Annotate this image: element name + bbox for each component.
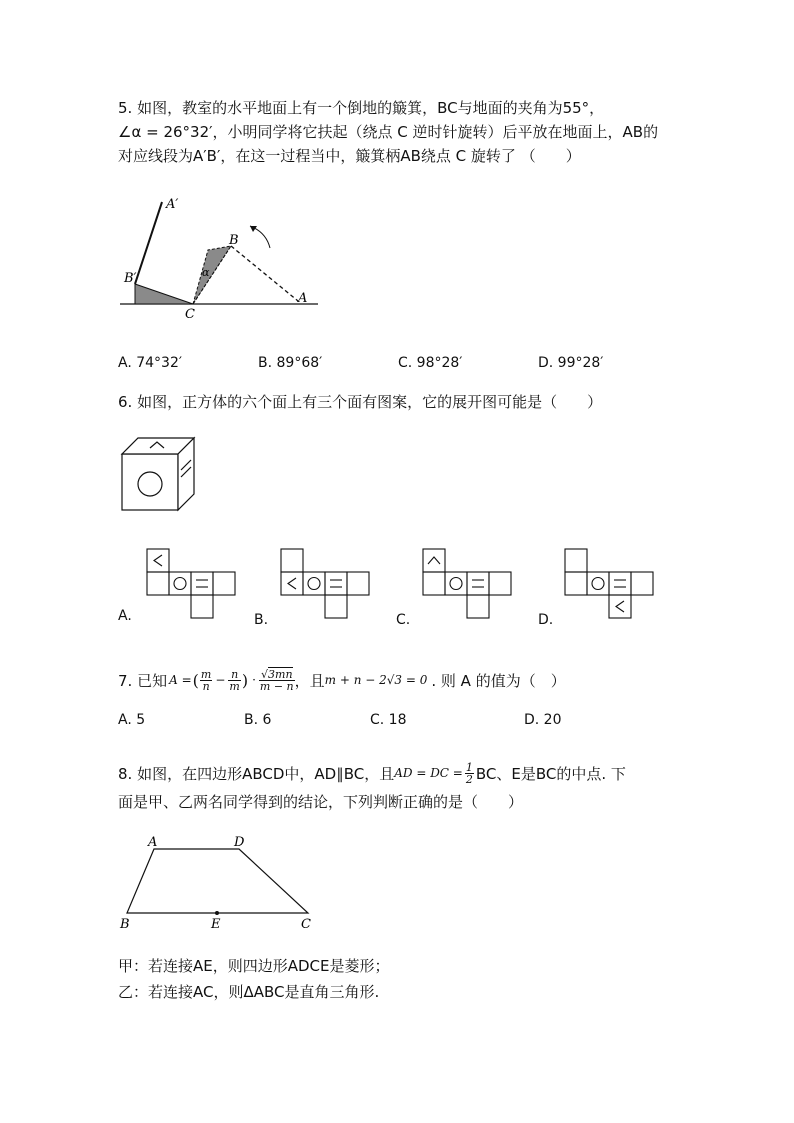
- q7-frac-n-over-m: $\frac{n}{m}$: [229, 667, 240, 693]
- net-c: [422, 548, 522, 620]
- q8-line1-part-a: 8. 如图，在四边形ABCD中，AD∥BC，且: [118, 764, 395, 783]
- q8-stem-line1: [118, 757, 626, 789]
- cube-figure: [116, 432, 196, 512]
- q5-option-b: B. 89°68′: [258, 355, 323, 371]
- q6-option-a: A.: [118, 608, 132, 624]
- q7-option-b: B. 6: [244, 712, 272, 728]
- q7-prefix: 7. 已知: [118, 671, 168, 690]
- q6-stem: 6. 如图，正方体的六个面上有三个面有图案，它的展开图可能是（ ）: [118, 393, 603, 411]
- label-q8-a: A: [148, 835, 158, 850]
- q7-stem: 7. 已知 A = ( $\frac{m}{n}$ − $\frac{n}{m}$ ) · $\frac{√3mn}{m - n}$ ，且 m + n − 2√3 = 0 . 则 A 的值为（ ）: [118, 667, 566, 693]
- q8-figure: [112, 832, 322, 937]
- q5-option-c: C. 98°28′: [398, 355, 463, 371]
- q7-sqrt-fraction: $\frac{√3mn}{m - n}$: [259, 668, 294, 693]
- label-c: C: [185, 307, 195, 322]
- label-a-prime: A′: [166, 197, 179, 212]
- label-b: B: [229, 233, 239, 248]
- label-q8-b: B: [120, 917, 130, 932]
- q8-line1-part-b: BC、E是BC的中点. 下: [475, 764, 626, 783]
- net-d: [564, 548, 664, 620]
- q8-half-fraction: $\frac{1}{2}$: [465, 760, 473, 786]
- q5-option-a: A. 74°32′: [118, 355, 183, 371]
- q5-stem-line2: ∠α = 26°32′，小明同学将它扶起（绕点 C 逆时针旋转）后平放在地面上，AB的: [118, 123, 659, 141]
- label-q8-d: D: [234, 835, 245, 850]
- q5-stem-line1: 5. 如图，教室的水平地面上有一个倒地的簸箕，BC与地面的夹角为55°，: [118, 99, 605, 117]
- net-a: [146, 548, 240, 620]
- label-q8-e: E: [211, 917, 221, 932]
- label-q8-c: C: [301, 917, 311, 932]
- q5-option-d: D. 99°28′: [538, 355, 604, 371]
- q7-option-a: A. 5: [118, 712, 146, 728]
- q8-yi-statement: 乙：若连接AC，则ΔABC是直角三角形.: [118, 983, 380, 1001]
- q6-option-c: C.: [396, 612, 411, 628]
- q7-condition: m + n − 2√3 = 0: [324, 673, 428, 687]
- q8-line1-eq: AD = DC =: [394, 766, 463, 780]
- net-b: [280, 548, 380, 620]
- label-a: A: [298, 291, 308, 306]
- label-b-prime: B′: [124, 271, 137, 286]
- q7-minus: −: [215, 673, 226, 687]
- q5-figure: [110, 190, 330, 325]
- q7-dot: ·: [252, 673, 256, 687]
- q7-a-eq: A =: [169, 673, 192, 687]
- q6-option-b: B.: [254, 612, 269, 628]
- q7-mid: ，且: [294, 671, 325, 690]
- q7-frac-m-over-n: $\frac{m}{n}$: [200, 667, 212, 693]
- q8-stem-line2: 面是甲、乙两名同学得到的结论，下列判断正确的是（ ）: [118, 793, 524, 811]
- q8-jia-statement: 甲：若连接AE，则四边形ADCE是菱形；: [118, 957, 390, 975]
- q5-stem-line3: 对应线段为A′B′，在这一过程当中，簸箕柄AB绕点 C 旋转了 （ ）: [118, 147, 581, 165]
- q7-option-d: D. 20: [524, 712, 562, 728]
- q6-option-d: D.: [538, 612, 554, 628]
- label-alpha: α: [202, 266, 210, 279]
- q7-tail: . 则 A 的值为（ ）: [431, 671, 566, 690]
- q7-option-c: C. 18: [370, 712, 407, 728]
